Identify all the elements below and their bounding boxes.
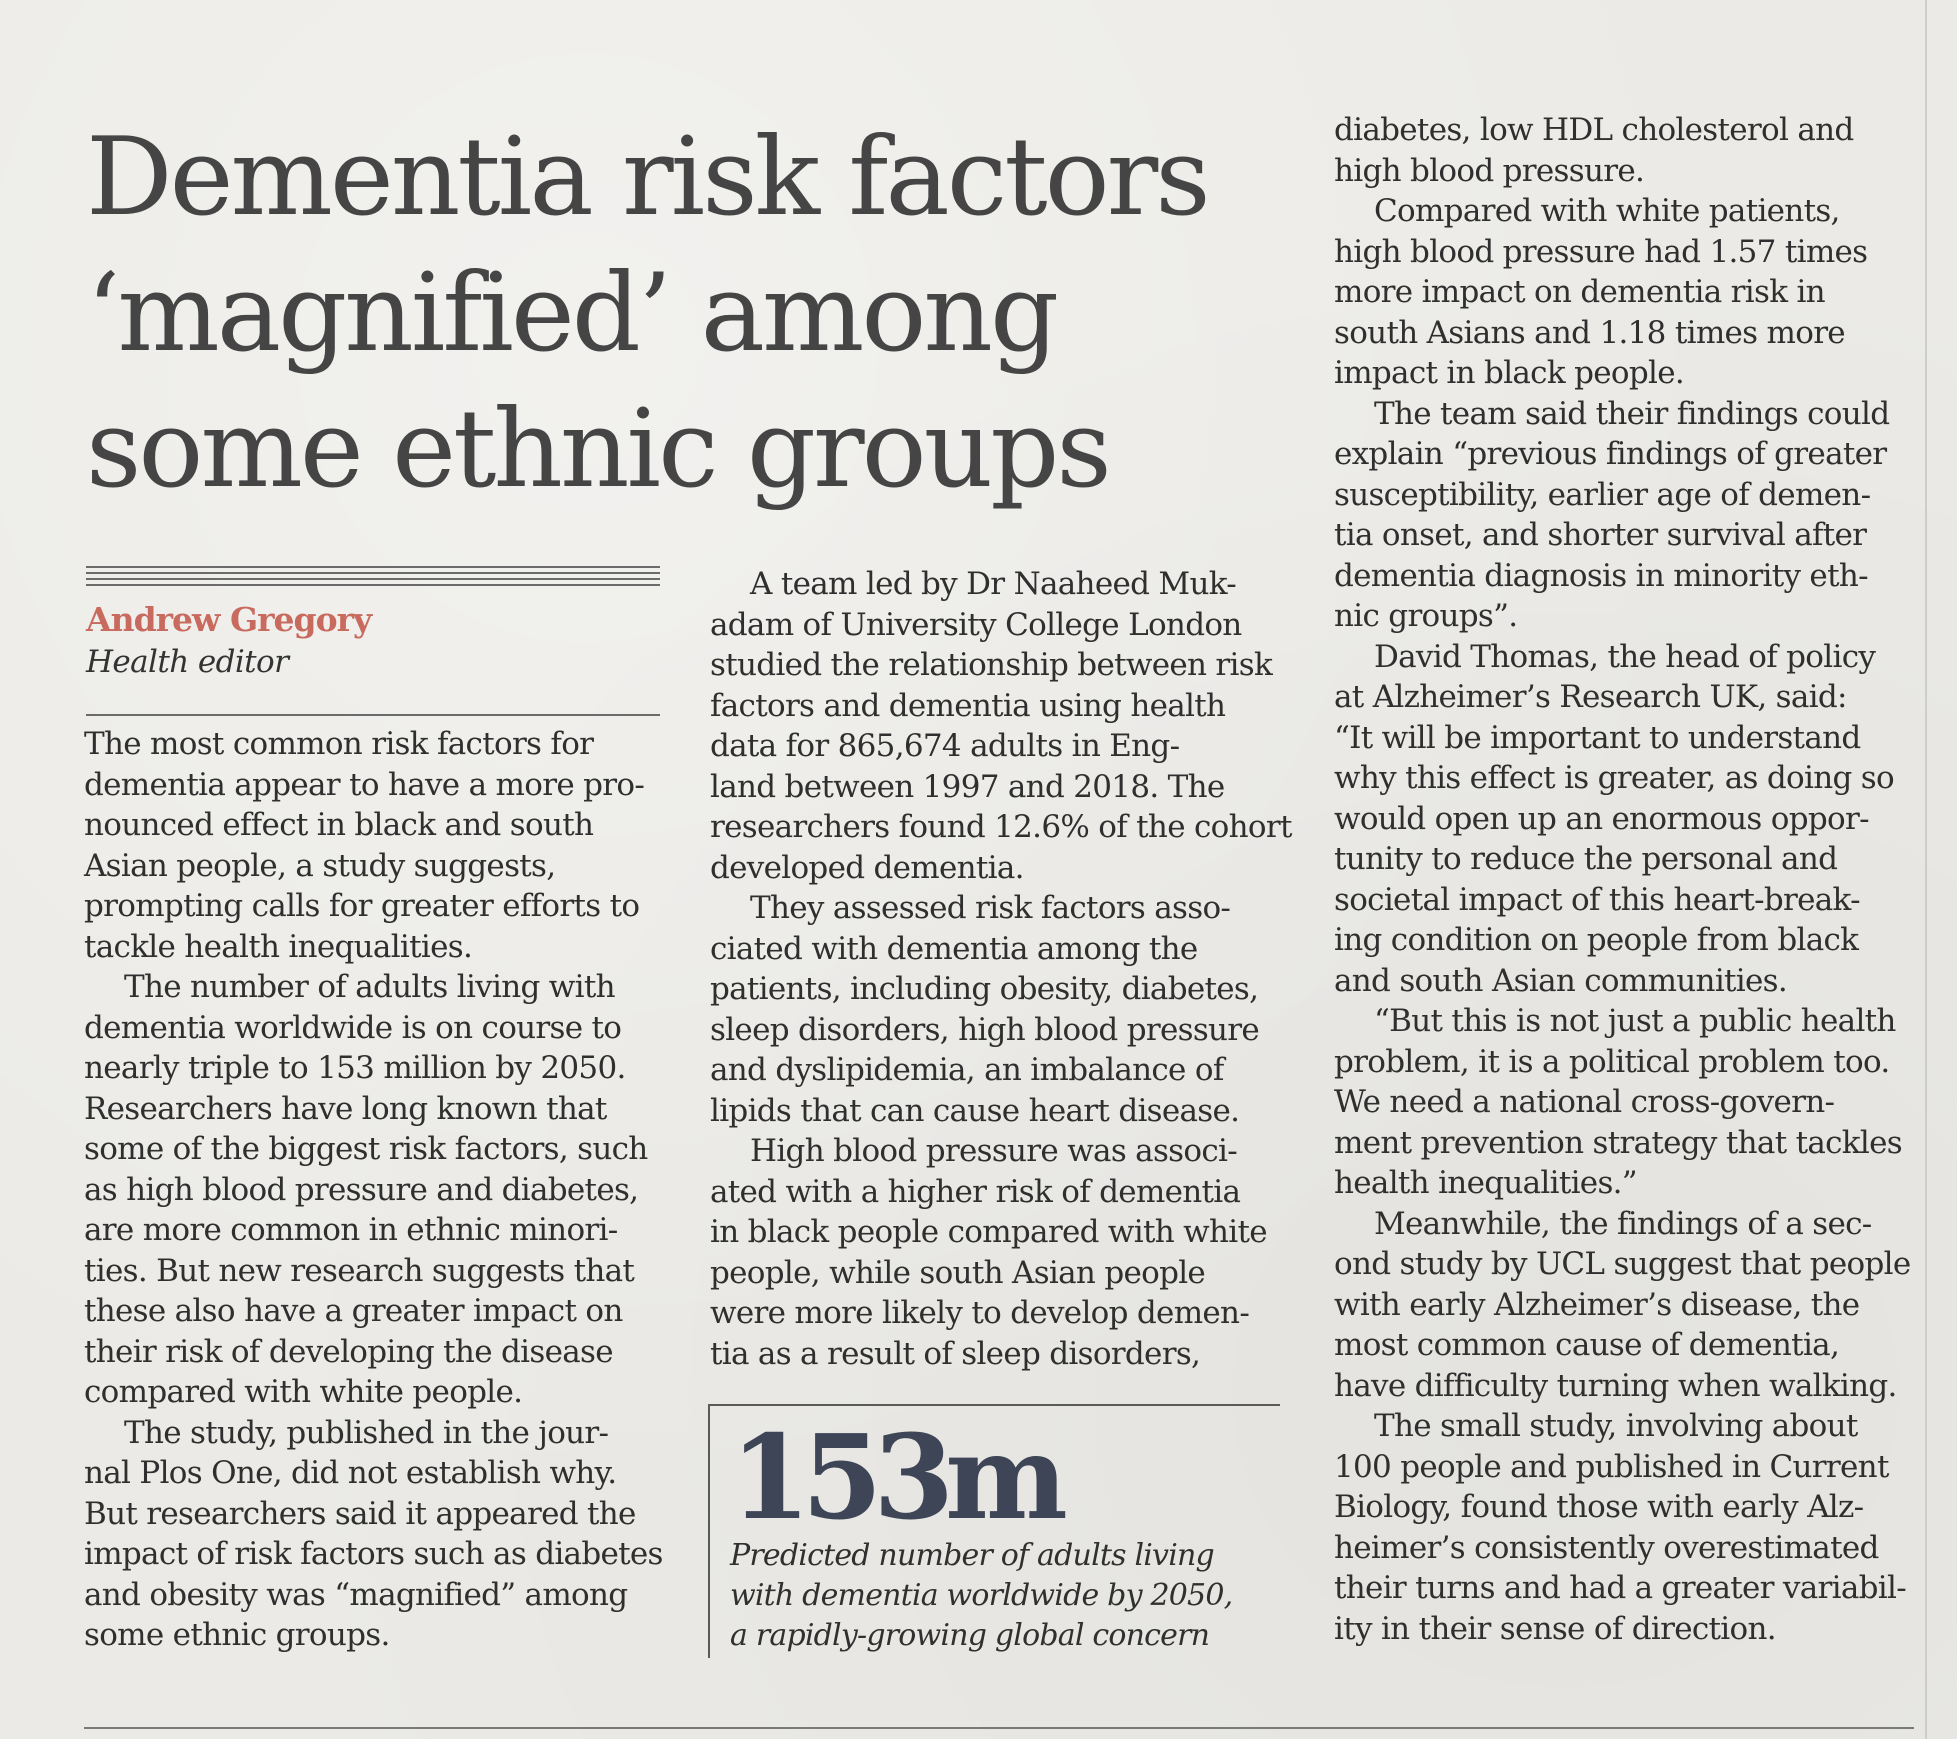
text-line: tunity to reduce the personal and xyxy=(1334,841,1838,877)
text-line: would open up an enormous oppor- xyxy=(1334,800,1869,837)
text-line: impact in black people. xyxy=(1334,355,1684,391)
column-edge-rule xyxy=(1925,0,1927,1739)
headline-line: some ethnic groups xyxy=(86,387,1109,512)
text-line: health inequalities.” xyxy=(1334,1165,1637,1201)
text-line: prompting calls for greater efforts to xyxy=(84,888,640,924)
callout-caption-line: Predicted number of adults living xyxy=(730,1538,1214,1573)
text-line: “But this is not just a public health xyxy=(1374,1003,1896,1039)
callout-caption-line: with dementia worldwide by 2050, xyxy=(730,1578,1233,1613)
byline-divider xyxy=(86,714,660,716)
text-line: Researchers have long known that xyxy=(84,1090,607,1127)
text-line: explain “previous findings of greater xyxy=(1334,436,1887,472)
text-line: We need a national cross-govern- xyxy=(1334,1084,1835,1120)
text-line: south Asians and 1.18 times more xyxy=(1334,314,1845,351)
text-line: A team led by Dr Naaheed Muk- xyxy=(750,566,1237,602)
text-line: nounced effect in black and south xyxy=(84,807,594,843)
byline-role: Health editor xyxy=(86,644,289,680)
text-line: tackle health inequalities. xyxy=(84,928,473,965)
text-line: researchers found 12.6% of the cohort xyxy=(710,809,1292,845)
text-line: people, while south Asian people xyxy=(710,1254,1206,1291)
text-line: dementia appear to have a more pro- xyxy=(84,766,645,803)
text-line: 100 people and published in Current xyxy=(1334,1448,1889,1485)
text-line: and south Asian communities. xyxy=(1334,962,1788,999)
text-line: were more likely to develop demen- xyxy=(710,1295,1250,1331)
text-line: ond study by UCL suggest that people xyxy=(1334,1246,1911,1282)
text-line: ing condition on people from black xyxy=(1334,922,1859,958)
text-line: as high blood pressure and diabetes, xyxy=(84,1171,639,1208)
text-line: why this effect is greater, as doing so xyxy=(1334,760,1894,796)
article-column-3 xyxy=(1334,110,1910,1649)
headline xyxy=(86,110,1286,518)
headline-line: ‘magnified’ among xyxy=(86,251,1057,376)
text-line: Asian people, a study suggests, xyxy=(84,847,556,884)
text-line: adam of University College London xyxy=(710,606,1242,643)
text-line: ment prevention strategy that tackles xyxy=(1334,1124,1902,1161)
text-line: impact of risk factors such as diabetes xyxy=(84,1536,663,1572)
text-line: data for 865,674 adults in Eng- xyxy=(710,728,1180,764)
text-line: are more common in ethnic minori- xyxy=(84,1212,618,1248)
text-line: have difficulty turning when walking. xyxy=(1334,1367,1897,1404)
callout-number: 153m xyxy=(730,1410,1059,1546)
text-line: They assessed risk factors asso- xyxy=(750,890,1231,926)
byline-rules xyxy=(86,566,660,588)
text-line: problem, it is a political problem too. xyxy=(1334,1043,1890,1080)
text-line: their risk of developing the disease xyxy=(84,1333,613,1370)
text-line: studied the relationship between risk xyxy=(710,647,1273,683)
text-line: societal impact of this heart-break- xyxy=(1334,881,1860,918)
text-line: tia onset, and shorter survival after xyxy=(1334,517,1867,553)
article-column-1 xyxy=(84,724,663,1656)
text-line: David Thomas, the head of policy xyxy=(1374,638,1876,675)
page-bottom-rule xyxy=(84,1727,1914,1729)
text-line: some of the biggest risk factors, such xyxy=(84,1131,648,1167)
text-line: developed dementia. xyxy=(710,849,1024,886)
text-line: their turns and had a greater variabil- xyxy=(1334,1570,1906,1606)
text-line: susceptibility, earlier age of demen- xyxy=(1334,476,1871,513)
text-line: patients, including obesity, diabetes, xyxy=(710,971,1259,1007)
text-line: nic groups”. xyxy=(1334,598,1518,634)
text-line: diabetes, low HDL cholesterol and xyxy=(1334,112,1854,148)
text-line: Biology, found those with early Alz- xyxy=(1334,1489,1864,1525)
callout-caption-line: a rapidly-growing global concern xyxy=(730,1618,1210,1653)
text-line: ated with a higher risk of dementia xyxy=(710,1173,1241,1210)
text-line: compared with white people. xyxy=(84,1374,523,1410)
text-line: “It will be important to understand xyxy=(1334,719,1861,756)
text-line: nal Plos One, did not establish why. xyxy=(84,1455,617,1491)
text-line: nearly triple to 153 million by 2050. xyxy=(84,1050,626,1086)
text-line: High blood pressure was associ- xyxy=(750,1133,1237,1169)
text-line: dementia diagnosis in minority eth- xyxy=(1334,557,1868,594)
text-line: with early Alzheimer’s disease, the xyxy=(1334,1286,1860,1323)
text-line: Meanwhile, the findings of a sec- xyxy=(1374,1205,1872,1242)
text-line: tia as a result of sleep disorders, xyxy=(710,1335,1201,1372)
text-line: and obesity was “magnified” among xyxy=(84,1576,628,1613)
text-line: dementia worldwide is on course to xyxy=(84,1009,622,1046)
text-line: land between 1997 and 2018. The xyxy=(710,768,1225,805)
text-line: lipids that can cause heart disease. xyxy=(710,1092,1240,1129)
text-line: ciated with dementia among the xyxy=(710,930,1198,967)
text-line: The study, published in the jour- xyxy=(124,1414,609,1451)
callout-caption xyxy=(730,1536,1290,1656)
text-line: these also have a greater impact on xyxy=(84,1293,623,1329)
byline-author: Andrew Gregory xyxy=(86,600,372,639)
headline-line: Dementia risk factors xyxy=(86,115,1208,240)
text-line: The most common risk factors for xyxy=(84,726,594,762)
text-line: most common cause of dementia, xyxy=(1334,1327,1840,1363)
text-line: at Alzheimer’s Research UK, said: xyxy=(1334,679,1847,715)
text-line: more impact on dementia risk in xyxy=(1334,274,1825,310)
text-line: The small study, involving about xyxy=(1374,1408,1858,1444)
text-line: factors and dementia using health xyxy=(710,687,1226,724)
text-line: The team said their findings could xyxy=(1374,395,1890,432)
text-line: But researchers said it appeared the xyxy=(84,1495,636,1532)
text-line: ity in their sense of direction. xyxy=(1334,1610,1776,1647)
article-column-2 xyxy=(710,564,1292,1374)
text-line: heimer’s consistently overestimated xyxy=(1334,1529,1879,1566)
text-line: in black people compared with white xyxy=(710,1214,1267,1250)
text-line: ties. But new research suggests that xyxy=(84,1252,635,1289)
text-line: The number of adults living with xyxy=(124,969,615,1005)
text-line: Compared with white patients, xyxy=(1374,193,1840,229)
text-line: some ethnic groups. xyxy=(84,1617,390,1653)
text-line: and dyslipidemia, an imbalance of xyxy=(710,1052,1224,1088)
text-line: high blood pressure had 1.57 times xyxy=(1334,233,1868,270)
text-line: high blood pressure. xyxy=(1334,152,1645,189)
text-line: sleep disorders, high blood pressure xyxy=(710,1011,1260,1048)
